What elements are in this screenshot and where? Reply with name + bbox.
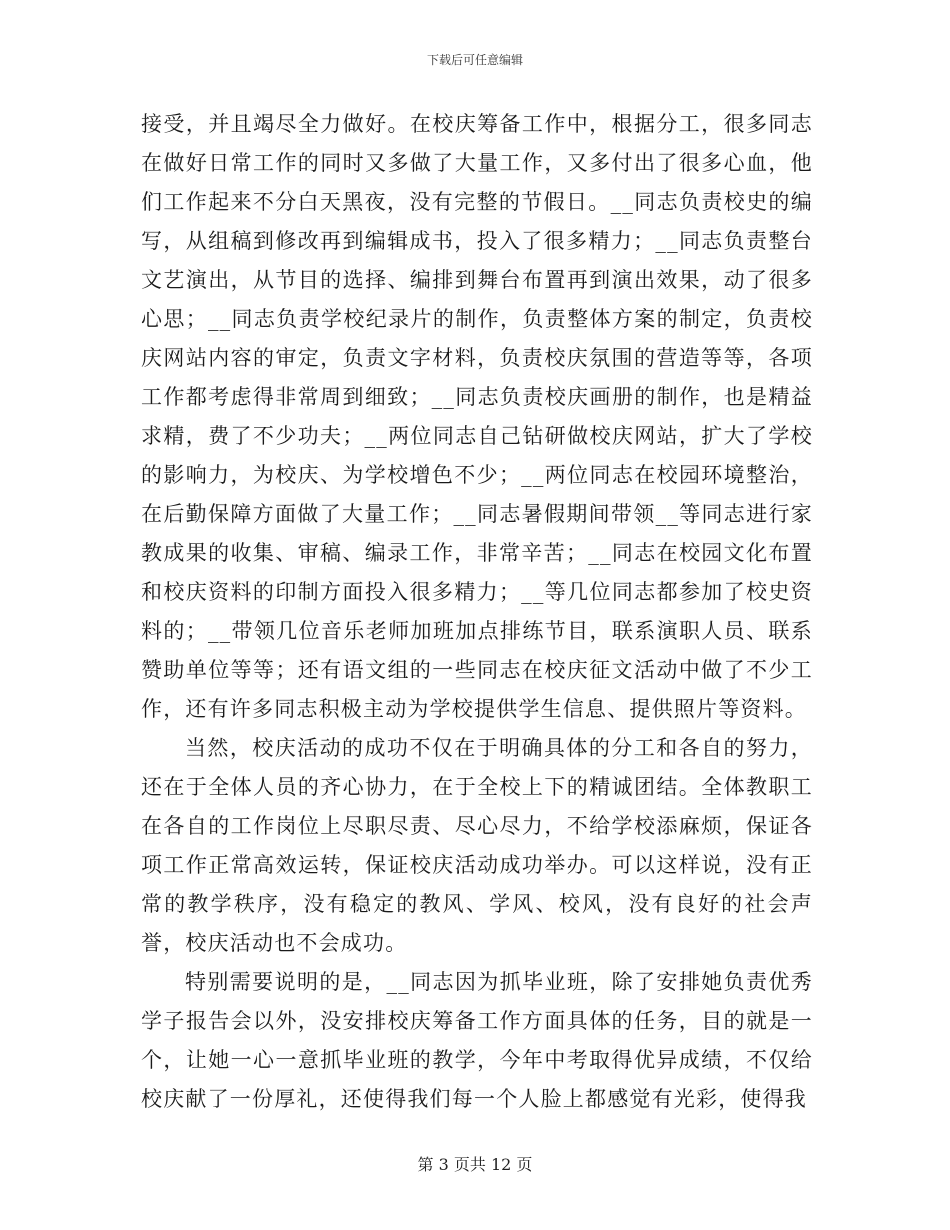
page-header: 下载后可任意编辑 [426,53,523,67]
page-number: 第 3 页共 12 页 [417,1155,533,1174]
paragraph-3: 特别需要说明的是，__同志因为抓毕业班，除了安排她负责优秀学子报告会以外，没安排校庆筹备工作方面具体的任务，目的就是一个，让她一心一意抓毕业班的教学，今年中考取得优异成绩，不仅给校庆献了一份厚礼，还使得我们每一个人脸上都感觉有光彩，使得我 [141,970,813,1111]
document-body [141,105,813,1119]
paragraph-1: 接受，并且竭尽全力做好。在校庆筹备工作中，根据分工，很多同志在做好日常工作的同时又多做了大量工作，又多付出了很多心血，他们工作起来不分白天黑夜，没有完整的节假日。__同志负责校史的编写，从组稿到修改再到编辑成书，投入了很多精力；__同志负责整台文艺演出，从节目的选择、编排到舞台布置再到演出效果，动了很多心思；__同志负责学校纪录片的制作，负责整体方案的制定，负责校庆网站内容的审定，负责文字材料，负责校庆氛围的营造等等，各项工作都考虑得非常周到细致；__同志负责校庆画册的制作，也是精益求精，费了不少功夫；__两位同志自己钻研做校庆网站，扩大了学校的影响力，为校庆、为学校增色不少；__两位同志在校园环境整治，在后勤保障方面做了大量工作；__同志暑假期间带领__等同志进行家教成果的收集、审稿、编录工作，非常辛苦；__同志在校园文化布置和校庆资料的印制方面投入很多精力；__等几位同志都参加了校史资料的；__带领几位音乐老师加班加点排练节目，联系演职人员、联系赞助单位等等；还有语文组的一些同志在校庆征文活动中做了不少工作，还有许多同志积极主动为学校提供学生信息、提供照片等资料。 [141,112,813,721]
paragraph-2: 当然，校庆活动的成功不仅在于明确具体的分工和各自的努力，还在于全体人员的齐心协力，在于全校上下的精诚团结。全体教职工在各自的工作岗位上尽职尽责、尽心尽力，不给学校添麻烦，保证各项工作正常高效运转，保证校庆活动成功举办。可以这样说，没有正常的教学秩序，没有稳定的教风、学风、校风，没有良好的社会声誉，校庆活动也不会成功。 [141,736,813,955]
